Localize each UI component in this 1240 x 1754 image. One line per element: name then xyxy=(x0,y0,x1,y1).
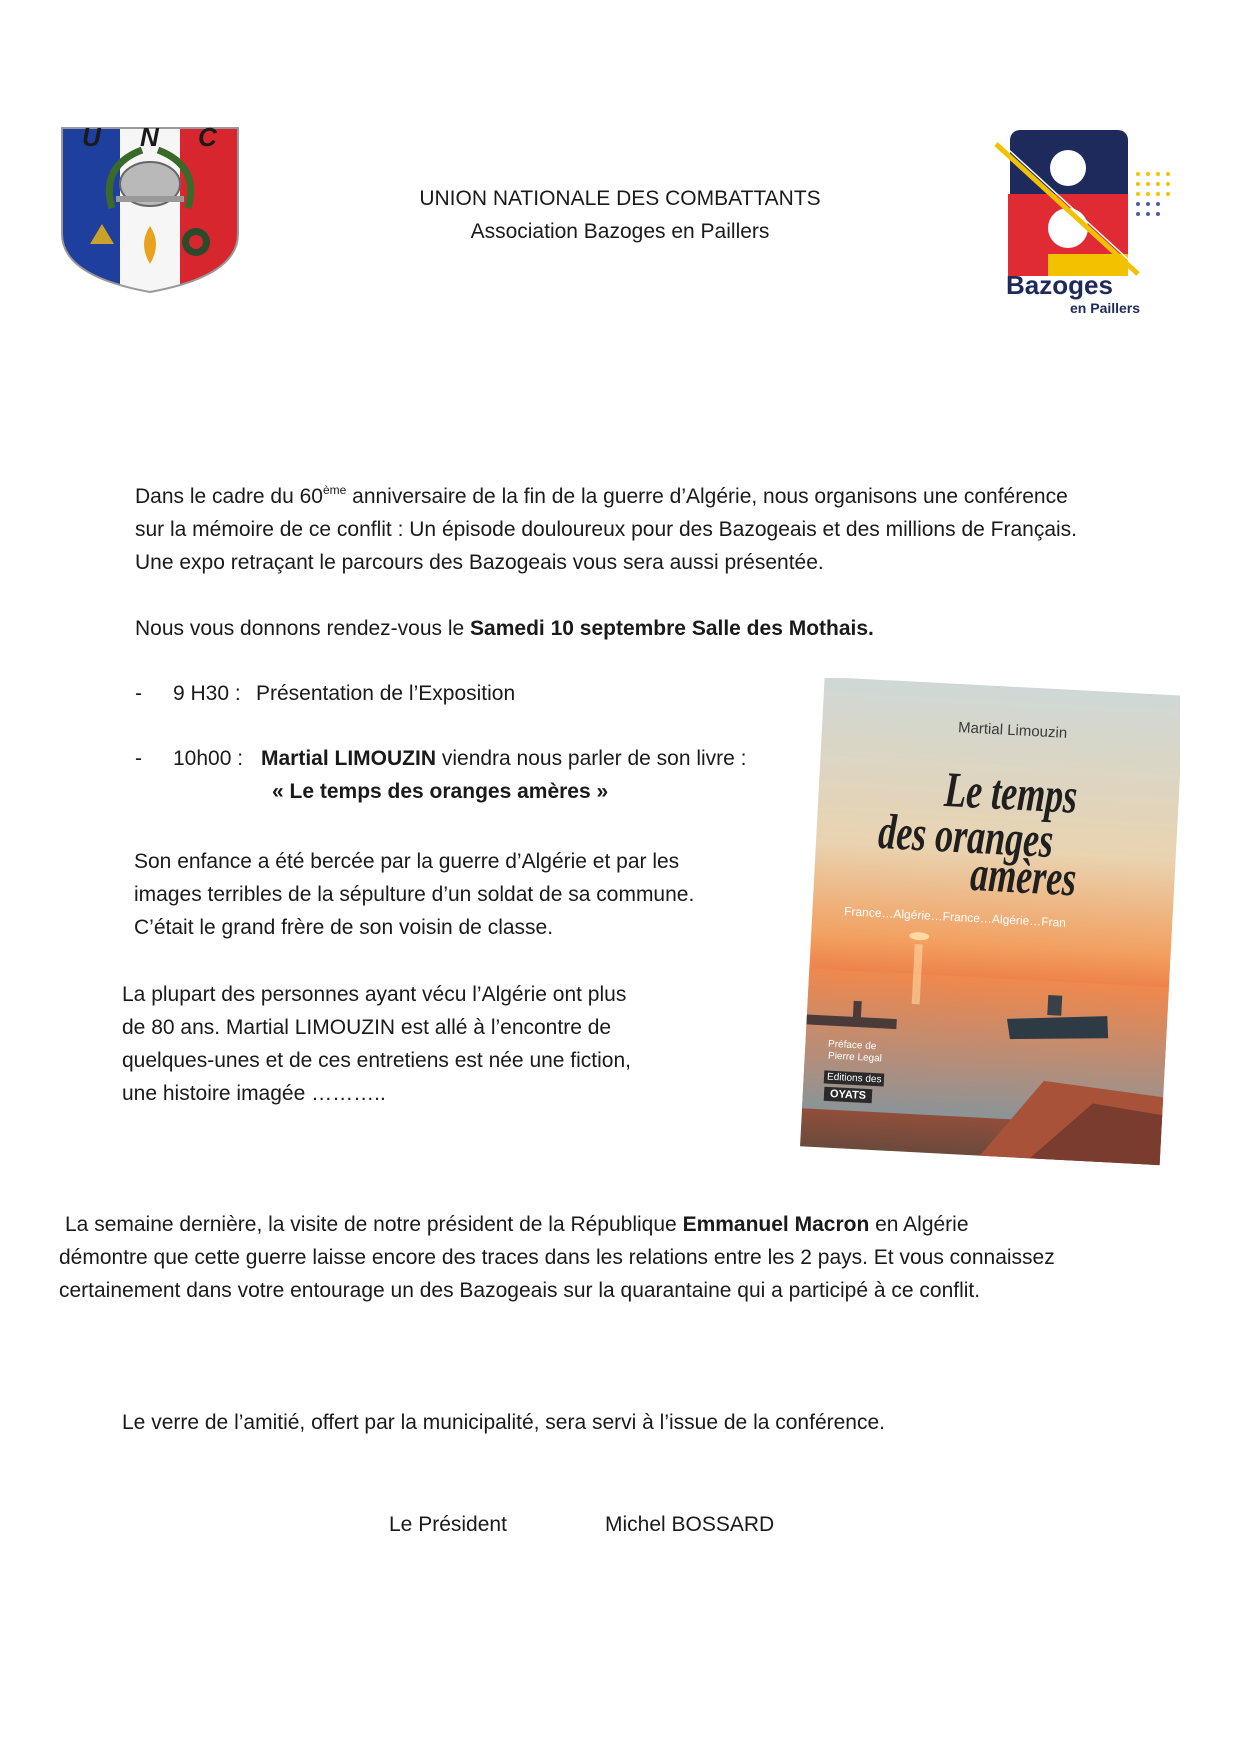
program-item-time: 10h00 : xyxy=(173,747,244,770)
program-item-dash: - xyxy=(135,682,142,705)
macron-line-2: démontre que cette guerre laisse encore des traces dans les relations entre les 2 pays. Et vous connaissez xyxy=(59,1246,1055,1269)
program-item-text: Martial LIMOUZIN viendra nous parler de son livre : xyxy=(261,747,747,770)
rendezvous-line: Nous vous donnons rendez-vous le Samedi 10 septembre Salle des Mothais. xyxy=(135,617,874,640)
witnesses-line: La plupart des personnes ayant vécu l’Algérie ont plus xyxy=(122,983,627,1006)
intro-line-2: sur la mémoire de ce conflit : Un épisode douloureux pour des Bazogeais et des millions de Français. xyxy=(135,518,1077,541)
book-preface-author: Pierre Legal xyxy=(827,1050,883,1065)
signature-name: Michel BOSSARD xyxy=(605,1513,775,1536)
childhood-line: images terribles de la sépulture d’un soldat de sa commune. xyxy=(134,883,695,906)
book-title-1: Le temps xyxy=(943,760,1079,824)
book-publisher-name: OYATS xyxy=(824,1087,873,1103)
book-title-3: amères xyxy=(969,844,1078,907)
book-cover-image xyxy=(796,678,1180,1168)
unc-letter-n: N xyxy=(140,122,159,152)
book-author: Martial Limouzin xyxy=(957,719,1068,742)
signature-role: Le Président xyxy=(389,1513,507,1536)
witnesses-line: une histoire imagée ……….. xyxy=(122,1082,386,1105)
association-name: Association Bazoges en Paillers xyxy=(470,220,770,243)
witnesses-line: quelques-unes et de ces entretiens est née une fiction, xyxy=(122,1049,632,1072)
book-publisher-label: Editions des xyxy=(824,1070,885,1086)
witnesses-line: de 80 ans. Martial LIMOUZIN est allé à l’encontre de xyxy=(122,1016,612,1039)
macron-line-3: certainement dans votre entourage un des Bazogeais sur la quarantaine qui a participé à ce conflit. xyxy=(59,1279,981,1302)
closing-line: Le verre de l’amitié, offert par la municipalité, sera servi à l’issue de la conférence. xyxy=(122,1411,885,1434)
bazoges-logo-subtext: en Paillers xyxy=(1070,300,1141,316)
book-title-line: « Le temps des oranges amères » xyxy=(272,780,609,803)
intro-line-1: Dans le cadre du 60ème anniversaire de la fin de la guerre d’Algérie, nous organisons une conférence xyxy=(135,483,1068,508)
org-name: UNION NATIONALE DES COMBATTANTS xyxy=(419,187,821,210)
macron-line-1: La semaine dernière, la visite de notre président de la République Emmanuel Macron en Algérie xyxy=(65,1213,969,1236)
book-preface-label: Préface de xyxy=(827,1038,877,1053)
book-strip: France…Algérie…France…Algérie…Fran xyxy=(843,904,1067,930)
bazoges-logo xyxy=(988,124,1188,320)
program-item-dash: - xyxy=(135,747,142,770)
unc-letter-c: C xyxy=(198,122,217,152)
childhood-line: C’était le grand frère de son voisin de classe. xyxy=(134,916,554,939)
program-item-text: Présentation de l’Exposition xyxy=(256,682,516,705)
bazoges-logo-text: Bazoges xyxy=(1006,270,1113,300)
childhood-line: Son enfance a été bercée par la guerre d’Algérie et par les xyxy=(134,850,680,873)
book-title-2: des oranges xyxy=(877,802,1055,869)
program-item-time: 9 H30 : xyxy=(173,682,241,705)
intro-line-3: Une expo retraçant le parcours des Bazogeais vous sera aussi présentée. xyxy=(135,551,824,574)
unc-letter-u: U xyxy=(82,122,101,152)
